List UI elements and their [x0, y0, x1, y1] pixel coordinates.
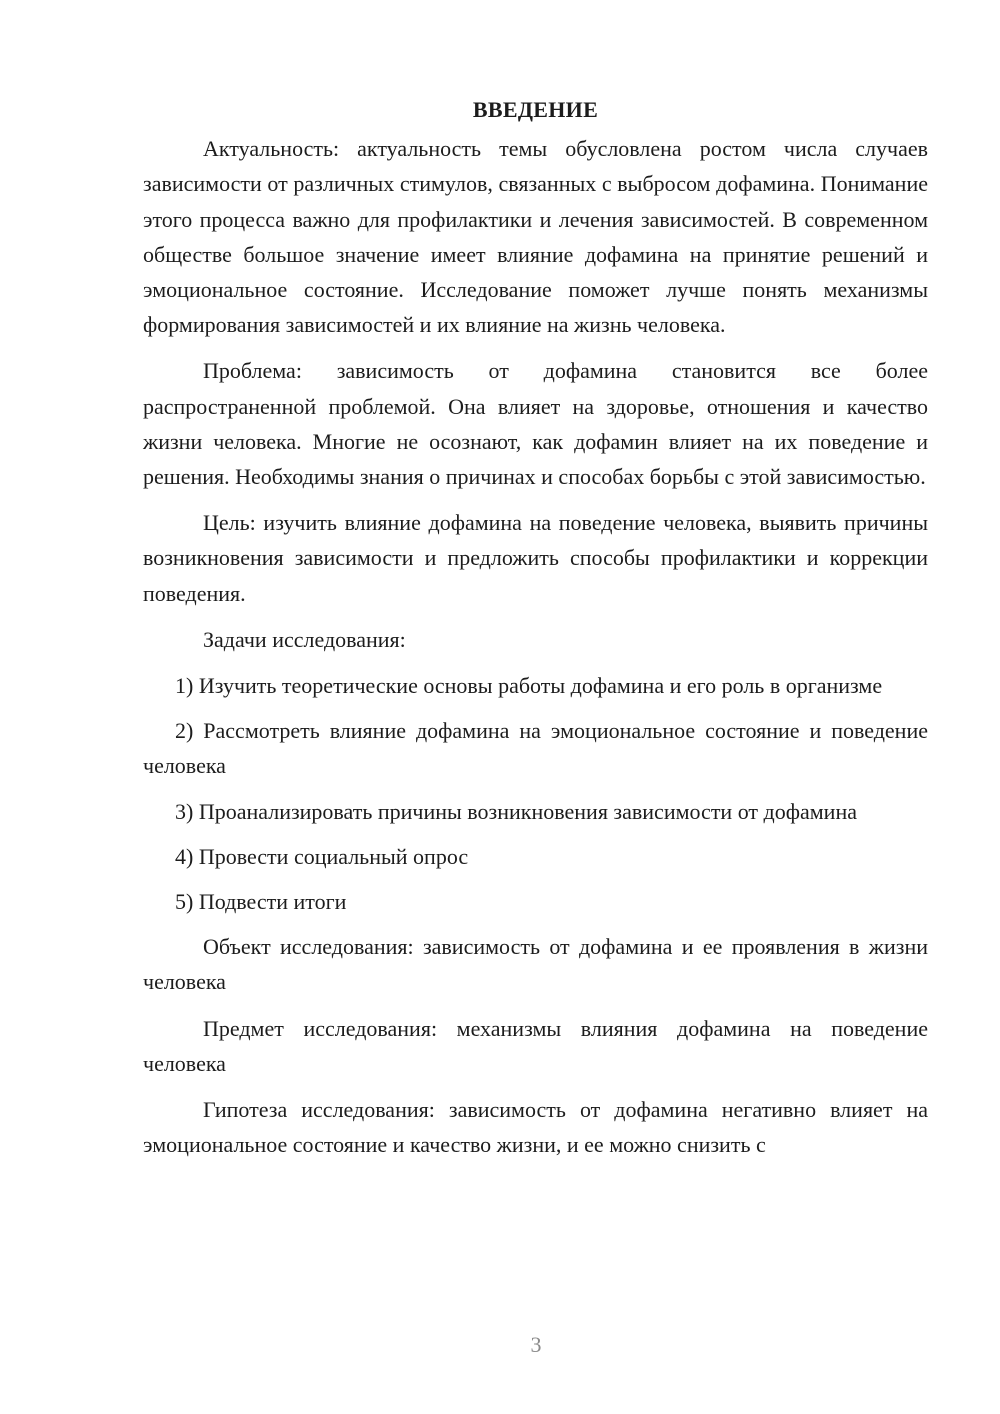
goal-paragraph: Цель: изучить влияние дофамина на поведение человека, выявить причины возникновения зависимости и предложить способы профилактики и коррекции поведения. [143, 510, 928, 606]
task-item-2: 2) Рассмотреть влияние дофамина на эмоциональное состояние и поведение человека [143, 718, 928, 779]
object-paragraph: Объект исследования: зависимость от дофамина и ее проявления в жизни человека [143, 934, 928, 995]
task-item-4: 4) Провести социальный опрос [175, 843, 469, 869]
task-item-3: 3) Проанализировать причины возникновения зависимости от дофамина [175, 798, 857, 824]
subject-paragraph: Предмет исследования: механизмы влияния дофамина на поведение человека [143, 1015, 928, 1076]
tasks-title: Задачи исследования: [203, 626, 406, 652]
page-number: 3 [530, 1332, 542, 1357]
relevance-paragraph: Актуальность: актуальность темы обусловлена ростом числа случаев зависимости от различных стимулов, связанных с выбросом дофамина. Понимание этого процесса важно для профилактики и лечения зависимостей. В современном обществе большое значение имеет влияние дофамина на принятие решений и эмоциональное состояние. Исследование поможет лучше понять механизмы формирования зависимостей и их влияние на жизнь человека. [143, 136, 928, 338]
document-page [143, 92, 928, 1173]
task-item-5: 5) Подвести итоги [175, 889, 347, 915]
task-item-1: 1) Изучить теоретические основы работы дофамина и его роль в организме [175, 673, 883, 699]
hypothesis-paragraph: Гипотеза исследования: зависимость от дофамина негативно влияет на эмоциональное состояние и качество жизни, и ее можно снизить с [143, 1097, 928, 1158]
section-heading: ВВЕДЕНИЕ [472, 97, 599, 122]
problem-paragraph: Проблема: зависимость от дофамина становится все более распространенной проблемой. Она влияет на здоровье, отношения и качество жизни человека. Многие не осознают, как дофамин влияет на их поведение и решения. Необходимы знания о причинах и способах борьбы с этой зависимостью. [143, 358, 928, 490]
